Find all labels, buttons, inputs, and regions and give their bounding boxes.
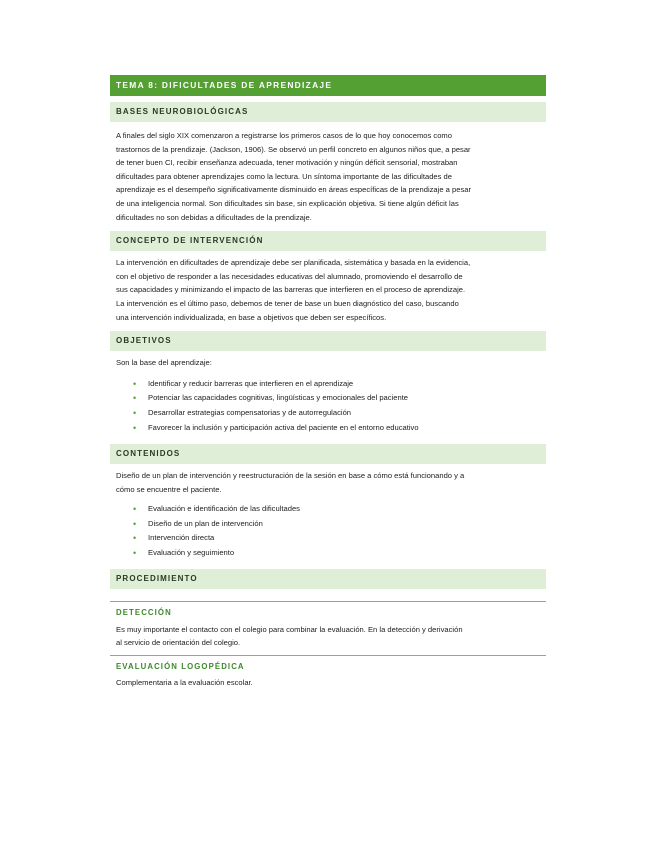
list-item <box>116 421 546 436</box>
list-item-text: Favorecer la inclusión y participación activa del paciente en el entorno educativo <box>148 422 419 432</box>
text-line: A finales del siglo XIX comenzaron a registrarse los primeros casos de lo que hoy conocemos como <box>116 131 452 140</box>
bullet-icon: • <box>133 548 137 559</box>
paragraph-bases <box>110 129 546 224</box>
bullet-icon: • <box>133 533 137 544</box>
document-title: TEMA 8: DIFICULTADES DE APRENDIZAJE <box>110 75 546 96</box>
bullet-icon: • <box>133 422 137 433</box>
text-line: cómo se encuentre el paciente. <box>116 484 222 494</box>
paragraph-concepto <box>110 256 546 324</box>
bullet-icon: • <box>133 407 137 418</box>
list-item <box>116 517 546 532</box>
objetivos-list <box>110 377 546 435</box>
text-line: una intervención individualizada, en base a objetivos que deben ser específicos. <box>116 312 387 322</box>
text-line: dificultades no son debidas a dificultades de la prendizaje. <box>116 212 312 222</box>
list-item <box>116 406 546 421</box>
text-line: con el objetivo de responder a las necesidades educativas del alumnado, promoviendo el desarrollo de <box>116 271 463 281</box>
text-line: al servicio de orientación del colegio. <box>116 638 241 648</box>
text-line: de una inteligencia normal. Son dificultades sin base, sin explicación objetiva. Si tiene algún déficit las <box>116 198 459 208</box>
list-item <box>116 377 546 392</box>
document-page <box>110 75 546 689</box>
text-line: Es muy importante el contacto con el colegio para combinar la evaluación. En la detección y derivación <box>116 624 463 634</box>
list-item-text: Desarrollar estrategias compensatorias y de autorregulación <box>148 407 352 417</box>
text-line: dificultades para obtener aprendizajes como la lectura. Un síntoma importante de las dificultades de <box>116 171 453 181</box>
subsection-heading-deteccion: DETECCIÓN <box>110 601 546 619</box>
contenidos-list <box>110 502 546 560</box>
text-line: trastornos de la prendizaje. (Jackson, 1906). Se observó un perfil concreto en algunos niños que, a pesar <box>116 144 471 154</box>
list-item <box>116 502 546 517</box>
section-heading-contenidos: CONTENIDOS <box>110 444 546 464</box>
section-heading-procedimiento: PROCEDIMIENTO <box>110 569 546 589</box>
text-line: de tener buen CI, recibir enseñanza adecuada, tener motivación y ningún déficit sensorial, mostraban <box>116 158 458 168</box>
list-item-text: Evaluación e identificación de las dificultades <box>148 504 300 514</box>
text-line: sus capacidades y minimizando el impacto de las barreras que interfieren en el proceso de aprendizaje. <box>116 285 466 295</box>
objetivos-intro: Son la base del aprendizaje: <box>116 358 212 368</box>
list-item <box>116 391 546 406</box>
text-line: La intervención es el último paso, debemos de tener de base un buen diagnóstico del caso, buscando <box>116 298 459 308</box>
list-item <box>116 531 546 546</box>
bullet-icon: • <box>133 504 137 515</box>
section-heading-objetivos: OBJETIVOS <box>110 331 546 351</box>
text-line: aprendizaje es el desempeño significativamente disminuido en áreas específicas de la prendizaje a pesar <box>116 185 472 195</box>
text-line: La intervención en dificultades de aprendizaje debe ser planificada, sistemática y basada en la evidencia, <box>116 258 471 268</box>
list-item-text: Diseño de un plan de intervención <box>148 518 263 528</box>
paragraph-deteccion <box>110 623 546 650</box>
bullet-icon: • <box>133 378 137 389</box>
list-item-text: Potenciar las capacidades cognitivas, lingüísticas y emocionales del paciente <box>148 393 409 403</box>
paragraph-contenidos <box>110 469 546 496</box>
section-heading-bases: BASES NEUROBIOLÓGICAS <box>110 102 546 122</box>
bullet-icon: • <box>133 393 137 404</box>
list-item-text: Identificar y reducir barreras que interfieren en el aprendizaje <box>148 378 354 388</box>
list-item <box>116 546 546 561</box>
bullet-icon: • <box>133 518 137 529</box>
subsection-heading-evaluacion: EVALUACIÓN LOGOPÉDICA <box>110 655 546 673</box>
section-heading-concepto: CONCEPTO DE INTERVENCIÓN <box>110 231 546 251</box>
list-item-text: Intervención directa <box>148 533 215 543</box>
paragraph-evaluacion: Complementaria a la evaluación escolar. <box>116 677 253 687</box>
text-line: Diseño de un plan de intervención y reestructuración de la sesión en base a cómo está funcionando y a <box>116 471 465 481</box>
list-item-text: Evaluación y seguimiento <box>148 548 235 558</box>
